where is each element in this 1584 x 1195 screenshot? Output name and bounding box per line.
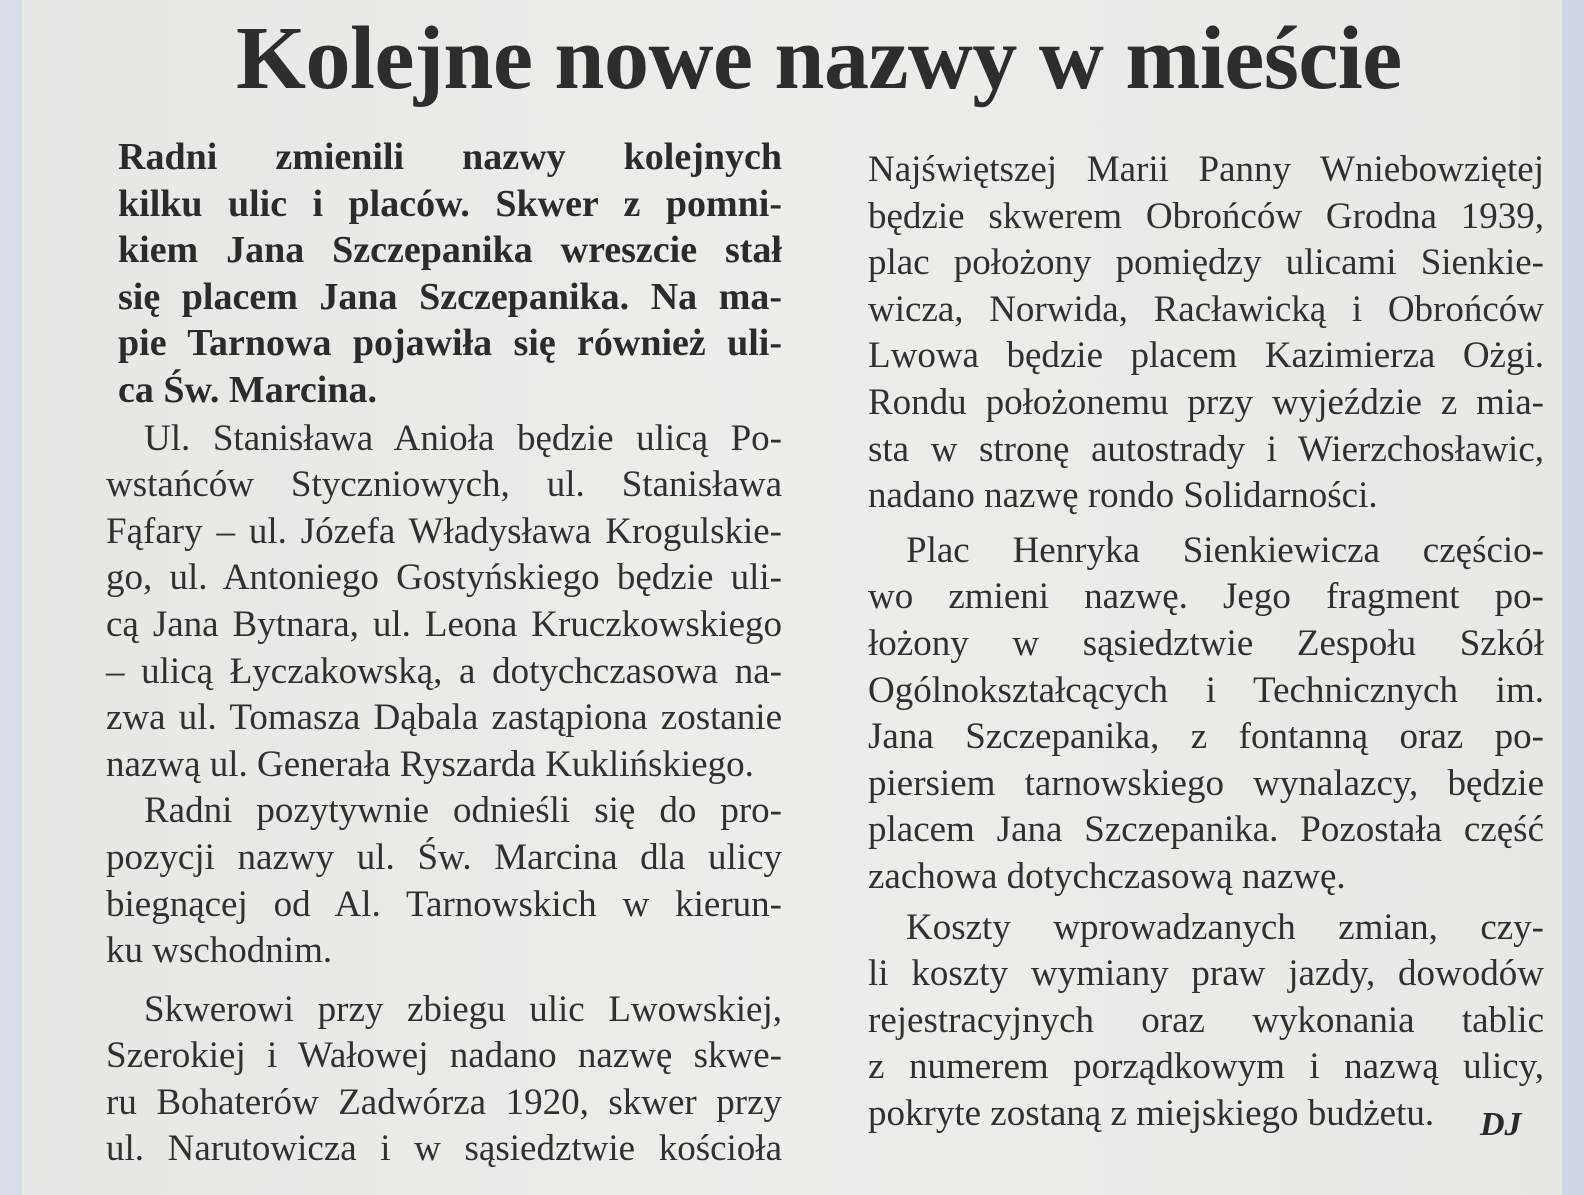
paragraph-line: sta w stronę autostrady i Wierzchosławic, (868, 428, 1544, 470)
paragraph-line: plac położony pomiędzy ulicami Sienkie- (868, 242, 1544, 284)
lead-line: kilku ulic i placów. Skwer z pomni- (118, 182, 782, 225)
paragraph-line: wo zmieni nazwę. Jego fragment po- (868, 576, 1544, 618)
lead-line: ca Św. Marcina. (118, 368, 377, 411)
paragraph-line: z numerem porządkowym i nazwą ulicy, (868, 1046, 1544, 1088)
article-column-right (832, 147, 1544, 1137)
paragraph-line: placem Jana Szczepanika. Pozostała część (868, 809, 1544, 851)
paragraph-line: Fąfary – ul. Józefa Władysława Krogulskie- (106, 510, 782, 552)
paragraph-line: wicza, Norwida, Racławicką i Obrońców (868, 288, 1544, 330)
paragraph-line: ku wschodnim. (106, 930, 333, 972)
article-paragraph (832, 147, 1544, 520)
paragraph-line: Najświętszej Marii Panny Wniebowziętej (868, 149, 1544, 190)
lead-line: się placem Jana Szczepanika. Na ma- (118, 275, 782, 318)
author-signature: DJ (1480, 1106, 1522, 1143)
paragraph-line: pokryte zostaną z miejskiego budżetu. (868, 1092, 1435, 1134)
article-paragraph (832, 528, 1544, 901)
paragraph-line: Radni pozytywnie odnieśli się do pro- (144, 790, 782, 832)
paragraph-line: wstańców Styczniowych, ul. Stanisława (106, 464, 782, 506)
paragraph-line: Jana Szczepanika, z fontanną oraz po- (868, 716, 1544, 758)
scan-edge-right (1562, 0, 1584, 1195)
article-lead (70, 134, 782, 414)
paragraph-line: cą Jana Bytnara, ul. Leona Kruczkowskiego (106, 603, 782, 645)
lead-line: pie Tarnowa pojawiła się również uli- (118, 322, 782, 365)
paragraph-line: ul. Narutowicza i w sąsiedztwie kościoła (106, 1128, 782, 1170)
paragraph-line: go, ul. Antoniego Gostyńskiego będzie uli- (106, 557, 782, 599)
paragraph-line: Ogólnokształcących i Technicznych im. (868, 669, 1544, 711)
paragraph-line: – ulicą Łyczakowską, a dotychczasowa na- (106, 650, 782, 692)
paragraph-line: Ul. Stanisława Anioła będzie ulicą Po- (144, 417, 782, 459)
paragraph-line: rejestracyjnych oraz wykonania tablic (868, 999, 1544, 1041)
paragraph-line: Skwerowi przy zbiegu ulic Lwowskiej, (144, 988, 782, 1030)
paragraph-line: biegnącej od Al. Tarnowskich w kierun- (106, 883, 782, 925)
paragraph-line: łożony w sąsiedztwie Zespołu Szkół (868, 622, 1544, 664)
paragraph-line: Koszty wprowadzanych zmian, czy- (906, 906, 1544, 948)
paragraph-line: Plac Henryka Sienkiewicza częścio- (906, 529, 1544, 571)
paragraph-line: piersiem tarnowskiego wynalazcy, będzie (868, 762, 1544, 804)
article-paragraph (70, 788, 782, 974)
paragraph-line: Szerokiej i Wałowej nadano nazwę skwe- (106, 1035, 782, 1077)
article-paragraph (70, 987, 782, 1173)
article-paragraph (832, 905, 1544, 1138)
article-column-left (70, 134, 782, 1173)
paragraph-line: li koszty wymiany praw jazdy, dowodów (868, 953, 1544, 995)
paragraph-line: zachowa dotychczasową nazwę. (868, 855, 1346, 897)
paragraph-line: Lwowa będzie placem Kazimierza Ożgi. (868, 335, 1544, 377)
lead-line: Radni zmienili nazwy kolejnych (118, 136, 782, 178)
paragraph-line: ru Bohaterów Zadwórza 1920, skwer przy (106, 1081, 782, 1123)
article-headline: Kolejne nowe nazwy w mieście (236, 9, 1402, 108)
paragraph-line: nazwą ul. Generała Ryszarda Kuklińskiego. (106, 743, 754, 785)
paragraph-line: zwa ul. Tomasza Dąbala zastąpiona zostanie (106, 697, 782, 739)
paragraph-line: będzie skwerem Obrońców Grodna 1939, (868, 195, 1544, 237)
lead-line: kiem Jana Szczepanika wreszcie stał (118, 229, 782, 272)
paragraph-line: pozycji nazwy ul. Św. Marcina dla ulicy (106, 836, 782, 878)
scan-edge-left (0, 0, 22, 1195)
article-paragraph (70, 416, 782, 789)
paragraph-line: nadano nazwę rondo Solidarności. (868, 475, 1378, 517)
paragraph-line: Rondu położonemu przy wyjeździe z mia- (868, 381, 1544, 423)
